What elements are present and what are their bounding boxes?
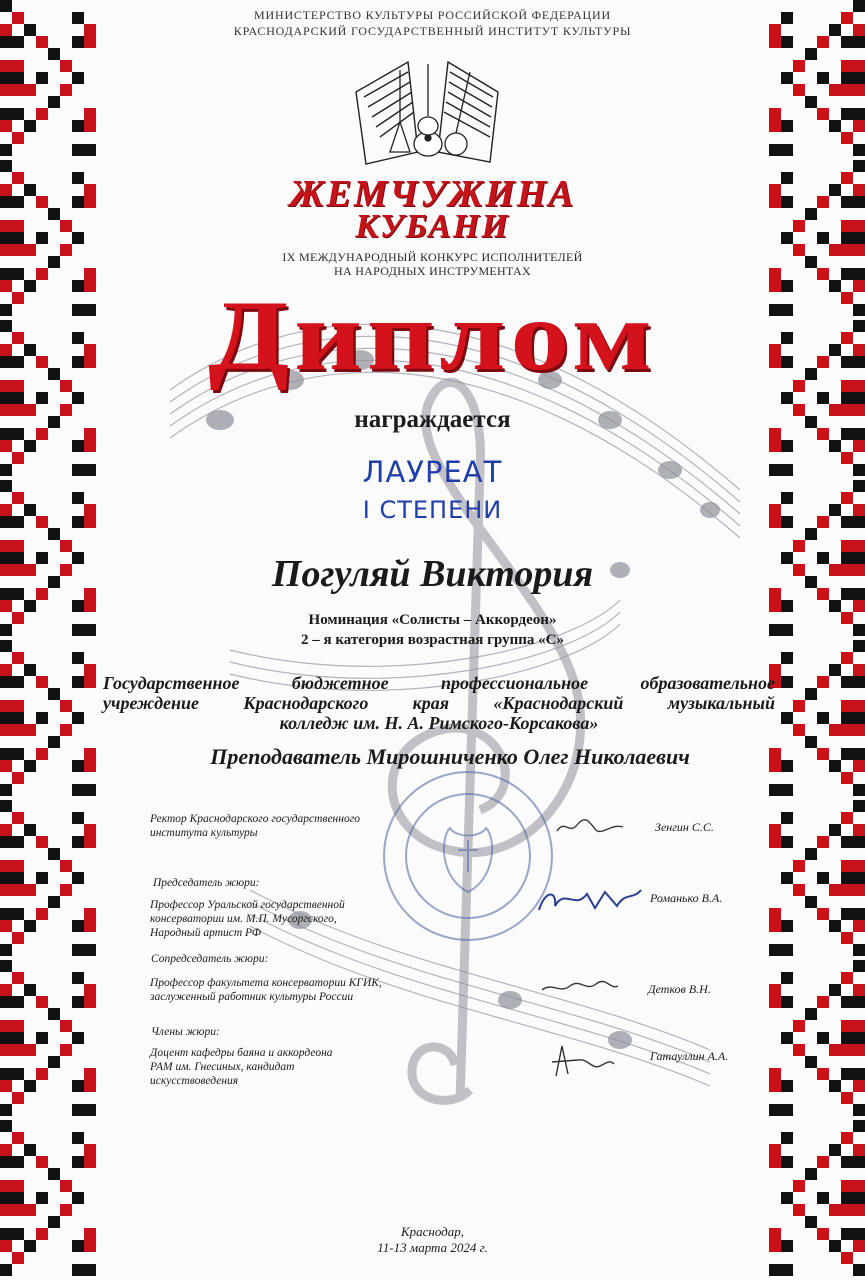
member-title-line: искусствоведения <box>150 1075 239 1087</box>
contest-dates: 11-13 марта 2024 г. <box>377 1240 488 1255</box>
chair-name: Романько В.А. <box>650 891 723 905</box>
chair-title <box>150 898 345 940</box>
cochair-label: Сопредседатель жюри: <box>151 953 269 965</box>
member-title-line: Доцент кафедры баяна и аккордеона <box>150 1047 333 1059</box>
teacher-name: Преподаватель Мирошниченко Олег Николаевич <box>210 744 690 769</box>
ministry-header: МИНИСТЕРСТВО КУЛЬТУРЫ РОССИЙСКОЙ ФЕДЕРАЦИИ <box>254 8 611 22</box>
contest-subtitle-line-1: IX МЕЖДУНАРОДНЫЙ КОНКУРС ИСПОЛНИТЕЛЕЙ <box>282 250 583 264</box>
member-title <box>150 1046 333 1088</box>
awarded-label: награждается <box>354 406 511 433</box>
city: Краснодар, <box>400 1224 464 1239</box>
balalaika-icon <box>390 70 410 152</box>
member-name: Гатауллин А.А. <box>650 1049 729 1063</box>
members-label: Члены жюри: <box>151 1026 220 1038</box>
institution-line: Государственное бюджетное профессиональное образовательное <box>103 673 775 693</box>
official-stamp-icon <box>380 768 556 944</box>
rector-signature-icon <box>555 815 625 837</box>
chair-title-line: Профессор Уральской государственной <box>150 899 345 911</box>
cochair-signature-icon <box>540 976 620 998</box>
chair-signature-icon <box>535 880 645 920</box>
institution-name <box>103 673 775 733</box>
rector-name: Зенгин С.С. <box>655 820 714 834</box>
award-degree: I СТЕПЕНИ <box>362 496 503 524</box>
contest-title-line-2: КУБАНИ <box>355 208 510 245</box>
award-rank: ЛАУРЕАТ <box>362 455 503 489</box>
rector-title <box>150 812 360 840</box>
institute-header: КРАСНОДАРСКИЙ ГОСУДАРСТВЕННЫЙ ИНСТИТУТ КУЛЬТУРЫ <box>233 24 632 38</box>
institution-line: колледж им. Н. А. Римского-Корсакова» <box>279 713 599 733</box>
age-category: 2 – я категория возрастная группа «С» <box>301 632 564 648</box>
recipient-name: Погуляй Виктория <box>271 553 594 595</box>
chair-title-line: Народный артист РФ <box>150 927 261 939</box>
member-signature-icon <box>548 1040 618 1080</box>
diploma-title: Диплом <box>208 280 657 391</box>
cochair-name: Детков В.Н. <box>648 982 711 996</box>
nomination: Номинация «Солисты – Аккордеон» <box>308 612 557 628</box>
rector-title-line: Ректор Краснодарского государственного <box>150 813 360 825</box>
cochair-title-line: Профессор факультета консерватории КГИК, <box>150 977 382 989</box>
cochair-title <box>150 976 382 1004</box>
guitar-icon <box>414 64 442 156</box>
contest-subtitle-line-2: НА НАРОДНЫХ ИНСТРУМЕНТАХ <box>333 264 531 278</box>
cochair-title-line: заслуженный работник культуры России <box>150 991 354 1003</box>
rector-title-line: института культуры <box>150 827 258 839</box>
member-title-line: РАМ им. Гнесиных, кандидат <box>150 1061 295 1073</box>
chair-title-line: консерватории им. М.П. Мусоргского, <box>150 913 337 925</box>
accordion-emblem-icon <box>338 52 518 168</box>
contest-title-line-1: ЖЕМЧУЖИНА <box>289 173 576 215</box>
institution-line: учреждение Краснодарского края «Краснодарский музыкальный <box>103 693 775 713</box>
chair-label: Председатель жюри: <box>153 877 260 889</box>
